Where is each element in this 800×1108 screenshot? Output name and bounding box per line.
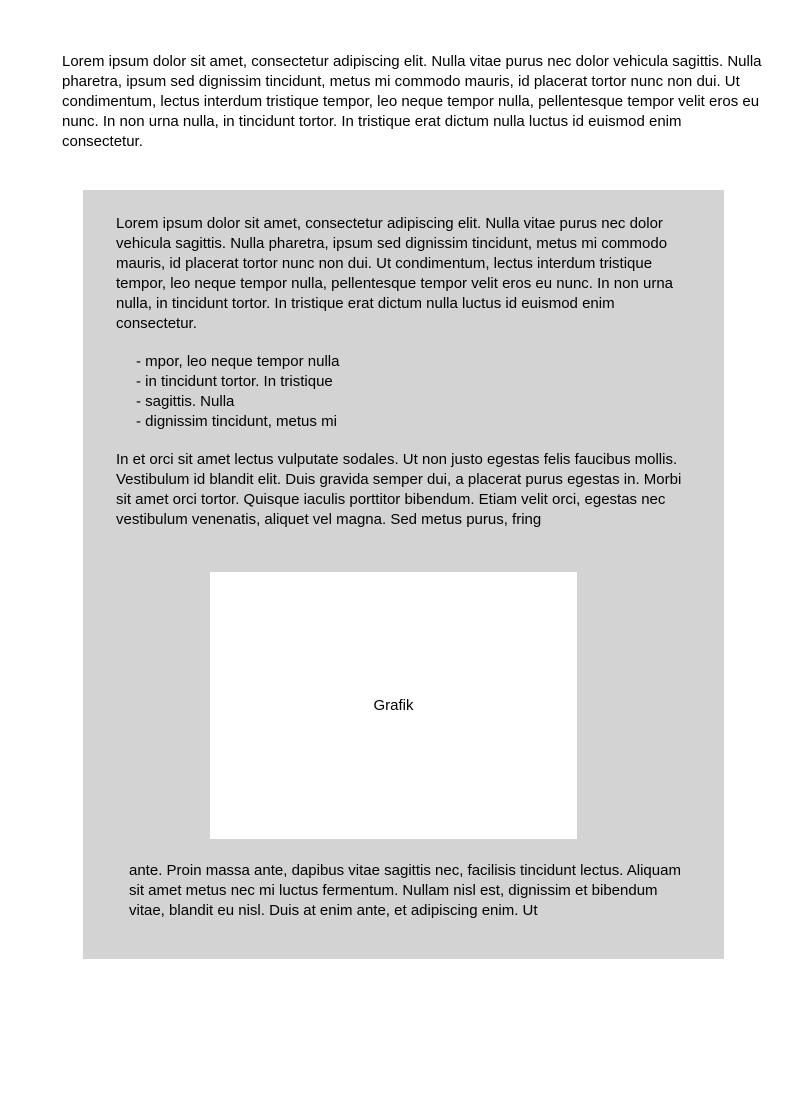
document-page	[0, 52, 800, 959]
content-panel	[83, 190, 724, 959]
list-item: - mpor, leo neque tempor nulla	[136, 353, 340, 370]
intro-paragraph: Lorem ipsum dolor sit amet, consectetur adipiscing elit. Nulla vitae purus nec dolor vehicula sagittis. Nulla pharetra, ipsum sed dignissim tincidunt, metus mi commodo mauris, id placerat tortor nunc non dui. Ut condimentum, lectus interdum tristique tempor, leo neque tempor nulla, pellentesque tempor velit eros eu nunc. In non urna nulla, in tincidunt tortor. In tristique erat dictum nulla luctus id euismod enim consectetur.	[62, 53, 762, 150]
graphic-placeholder-label: Grafik	[373, 696, 414, 714]
panel-paragraph-3: ante. Proin massa ante, dapibus vitae sagittis nec, facilisis tincidunt lectus. Aliquam sit amet metus nec mi luctus fermentum. Nullam nisl est, dignissim et bibendum vitae, blandit eu nisl. Duis at enim ante, et adipiscing enim. Ut	[129, 862, 681, 919]
panel-paragraph-1: Lorem ipsum dolor sit amet, consectetur adipiscing elit. Nulla vitae purus nec dolor vehicula sagittis. Nulla pharetra, ipsum sed dignissim tincidunt, metus mi commodo mauris, id placerat tortor nunc non dui. Ut condimentum, lectus interdum tristique tempor, leo neque tempor nulla, pellentesque tempor velit eros eu nunc. In non urna nulla, in tincidunt tortor. In tristique erat dictum nulla luctus id euismod enim consectetur.	[116, 215, 674, 332]
dash-list	[136, 352, 694, 432]
graphic-placeholder	[210, 572, 577, 839]
list-item: - in tincidunt tortor. In tristique	[136, 373, 333, 390]
list-item: - sagittis. Nulla	[136, 393, 235, 410]
list-item: - dignissim tincidunt, metus mi	[136, 413, 337, 430]
panel-paragraph-2: In et orci sit amet lectus vulputate sodales. Ut non justo egestas felis faucibus mollis. Vestibulum id blandit elit. Duis gravida semper dui, a placerat purus egestas in. Morbi sit amet orci tortor. Quisque iaculis porttitor bibendum. Etiam velit orci, egestas nec vestibulum venenatis, aliquet vel magna. Sed metus purus, fring	[116, 451, 682, 528]
